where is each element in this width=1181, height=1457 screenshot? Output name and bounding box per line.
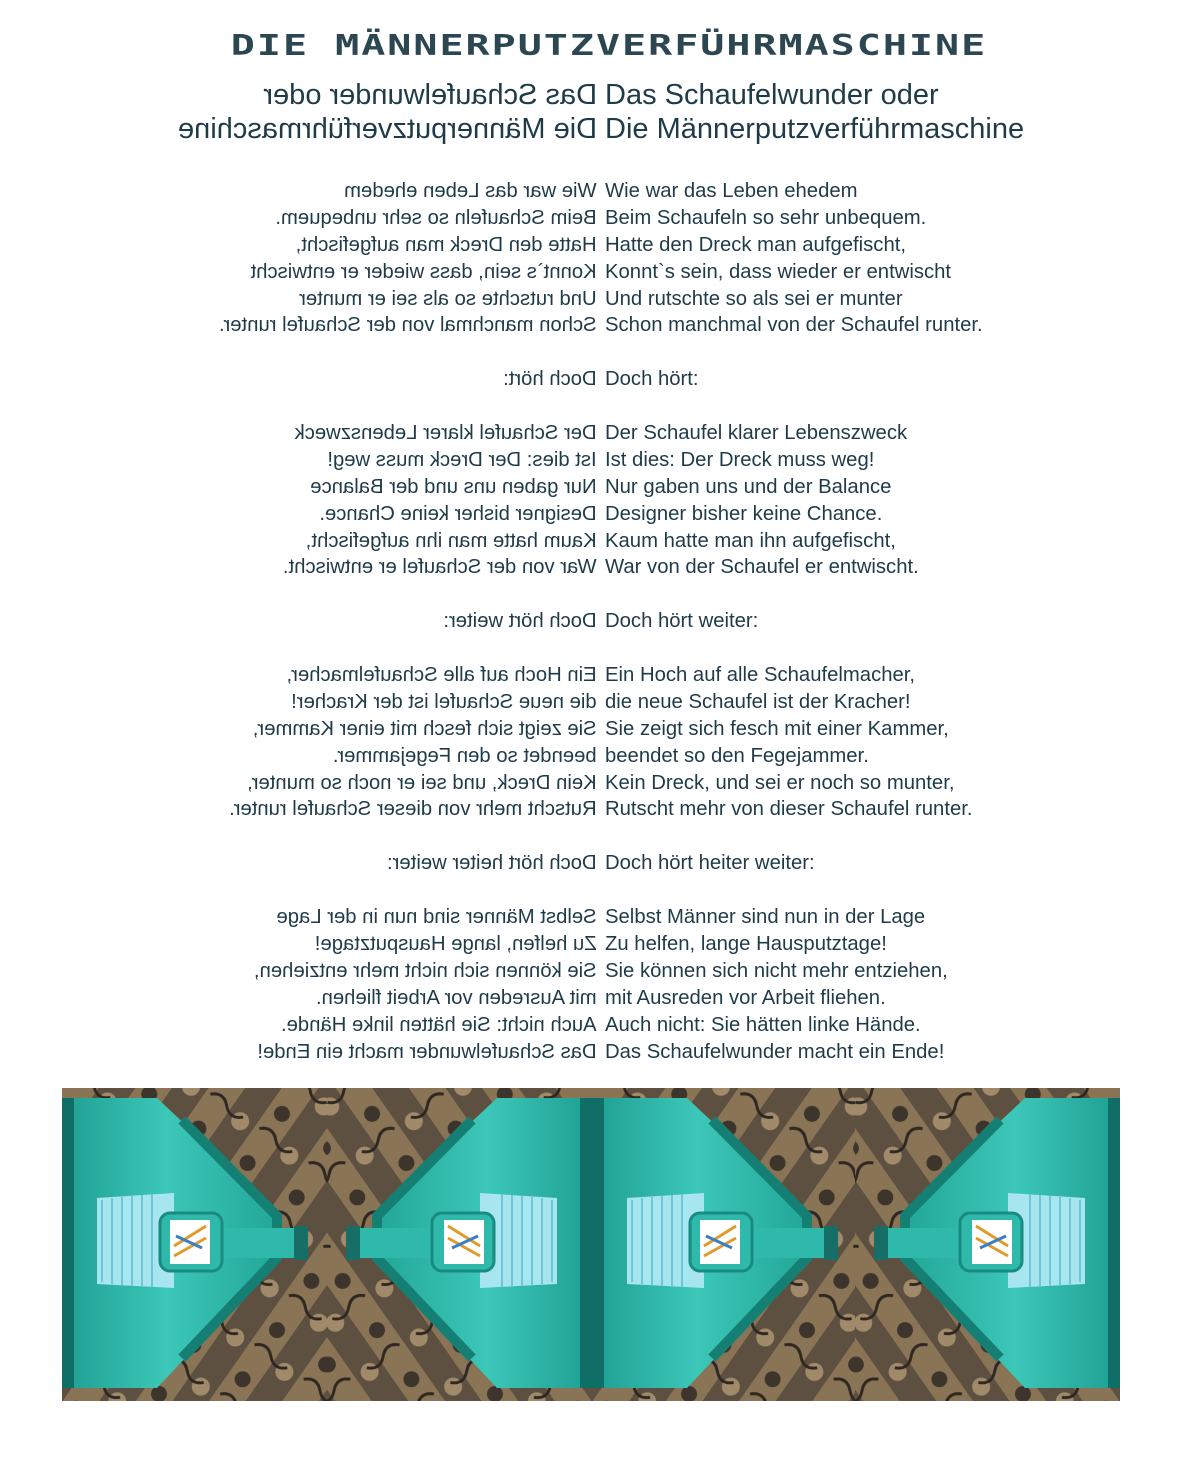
mirrored-poem-line: Beim Schaufeln so sehr unbequem. <box>275 206 597 229</box>
mirrored-poem-line: beendet so den Fegejammer. <box>333 744 597 767</box>
mirrored-poem-line: Zu helfen, lange Hausputztage! <box>315 932 597 955</box>
mirrored-poem-line: Doch hört weiter: <box>443 610 597 633</box>
stanza-gap <box>605 393 983 420</box>
title <box>605 78 1024 146</box>
mirrored-poem-line: Selbst Männer sind nun in der Lage <box>276 906 597 929</box>
mirrored-stanza-gap <box>219 339 597 366</box>
poem-line: Ist dies: Der Dreck muss weg! <box>605 448 875 471</box>
mirrored-poem-line: Doch hört: <box>503 368 597 391</box>
mirrored-title-line-1: Das Schaufelwunder oder <box>263 79 597 111</box>
stanza-gap <box>605 823 983 850</box>
mirrored-poem-line: mit Ausreden vor Arbeit fliehen. <box>316 986 597 1009</box>
mirrored-poem-line: Nur gaben uns und der Balance <box>310 475 597 498</box>
mirrored-title <box>178 78 597 146</box>
mirrored-poem-line: Konnt`s sein, dass wieder er entwischt <box>250 260 597 283</box>
mirrored-poem-line: Designer bisher keine Chance. <box>319 502 597 525</box>
mirrored-poem-line: Hatte den Dreck man aufgefischt, <box>296 233 597 256</box>
mirrored-poem-line: Kaum hatte man ihn aufgefischt, <box>306 529 597 552</box>
poem-line: Doch hört heiter weiter: <box>605 852 815 875</box>
decorative-banner-title: DIE MÄNNERPUTZVERFÜHRMASCHINE <box>230 29 988 63</box>
poem-line: Der Schaufel klarer Lebenszweck <box>605 422 908 445</box>
poem-line: Hatte den Dreck man aufgefischt, <box>605 233 906 256</box>
mirrored-stanza-gap <box>219 635 597 662</box>
dustpan-photo <box>62 1088 1120 1401</box>
poem-line: Schon manchmal von der Schaufel runter. <box>605 314 983 337</box>
mirrored-poem-line: Doch hört heiter weiter: <box>387 852 597 875</box>
poem-line: Designer bisher keine Chance. <box>605 502 883 525</box>
mirrored-poem-line: Sie können sich nicht mehr entziehen, <box>254 959 597 982</box>
mirrored-poem-line: Rutscht mehr von dieser Schaufel runter. <box>229 798 597 821</box>
mirrored-stanza-gap <box>219 877 597 904</box>
poem-line: War von der Schaufel er entwischt. <box>605 556 919 579</box>
mirrored-poem-line: Das Schaufelwunder macht ein Ende! <box>257 1040 597 1063</box>
poem-line: Rutscht mehr von dieser Schaufel runter. <box>605 798 973 821</box>
mirrored-poem-line: Auch nicht: Sie hätten linke Hände. <box>281 1013 597 1036</box>
poem-line: mit Ausreden vor Arbeit fliehen. <box>605 986 886 1009</box>
poem-line: Selbst Männer sind nun in der Lage <box>605 906 926 929</box>
mirrored-stanza-gap <box>219 823 597 850</box>
poem-line: Doch hört weiter: <box>605 610 759 633</box>
mirrored-poem-line: Ist dies: Der Dreck muss weg! <box>327 448 597 471</box>
poem-line: Kein Dreck, und sei er noch so munter, <box>605 771 955 794</box>
mirrored-poem-line: Der Schaufel klarer Lebenszweck <box>294 422 597 445</box>
poem-line: Und rutschte so als sei er munter <box>605 287 903 310</box>
poem-line: Sie zeigt sich fesch mit einer Kammer, <box>605 717 949 740</box>
mirrored-poem-line: Und rutschte so als sei er munter <box>299 287 597 310</box>
mirrored-poem-line: Wie war das Leben ehedem <box>344 180 597 202</box>
poem-line: Das Schaufelwunder macht ein Ende! <box>605 1040 945 1063</box>
poem-line: Ein Hoch auf alle Schaufelmacher, <box>605 664 916 687</box>
poem <box>605 178 983 1065</box>
poem-line: Beim Schaufeln so sehr unbequem. <box>605 206 927 229</box>
mirrored-poem-line: Schon manchmal von der Schaufel runter. <box>219 314 597 337</box>
title-line-1: Das Schaufelwunder oder <box>605 79 939 111</box>
stanza-gap <box>605 339 983 366</box>
mirrored-stanza-gap <box>219 393 597 420</box>
mirrored-poem-line: die neue Schaufel ist der Kracher! <box>291 690 597 713</box>
poem-line: Sie können sich nicht mehr entziehen, <box>605 959 948 982</box>
poem-line: Nur gaben uns und der Balance <box>605 475 892 498</box>
poem-line: Kaum hatte man ihn aufgefischt, <box>605 529 896 552</box>
mirrored-poem <box>219 178 597 1065</box>
poem-line: Auch nicht: Sie hätten linke Hände. <box>605 1013 921 1036</box>
poem-line: Konnt`s sein, dass wieder er entwischt <box>605 260 952 283</box>
poem-line: Zu helfen, lange Hausputztage! <box>605 932 887 955</box>
mirrored-stanza-gap <box>219 581 597 608</box>
poem-line: beendet so den Fegejammer. <box>605 744 869 767</box>
poem-line: Wie war das Leben ehedem <box>605 180 858 202</box>
mirrored-poem-line: War von der Schaufel er entwischt. <box>283 556 597 579</box>
mirrored-poem-line: Ein Hoch auf alle Schaufelmacher, <box>286 664 597 687</box>
title-line-2: Die Männerputzverführmaschine <box>605 113 1025 145</box>
mirrored-title-line-2: Die Männerputzverführmaschine <box>177 113 597 145</box>
stanza-gap <box>605 635 983 662</box>
mirrored-poem-line: Kein Dreck, und sei er noch so munter, <box>247 771 597 794</box>
stanza-gap <box>605 877 983 904</box>
poem-line: die neue Schaufel ist der Kracher! <box>605 690 911 713</box>
mirrored-poem-line: Sie zeigt sich fesch mit einer Kammer, <box>253 717 597 740</box>
poem-line: Doch hört: <box>605 368 699 391</box>
stanza-gap <box>605 581 983 608</box>
